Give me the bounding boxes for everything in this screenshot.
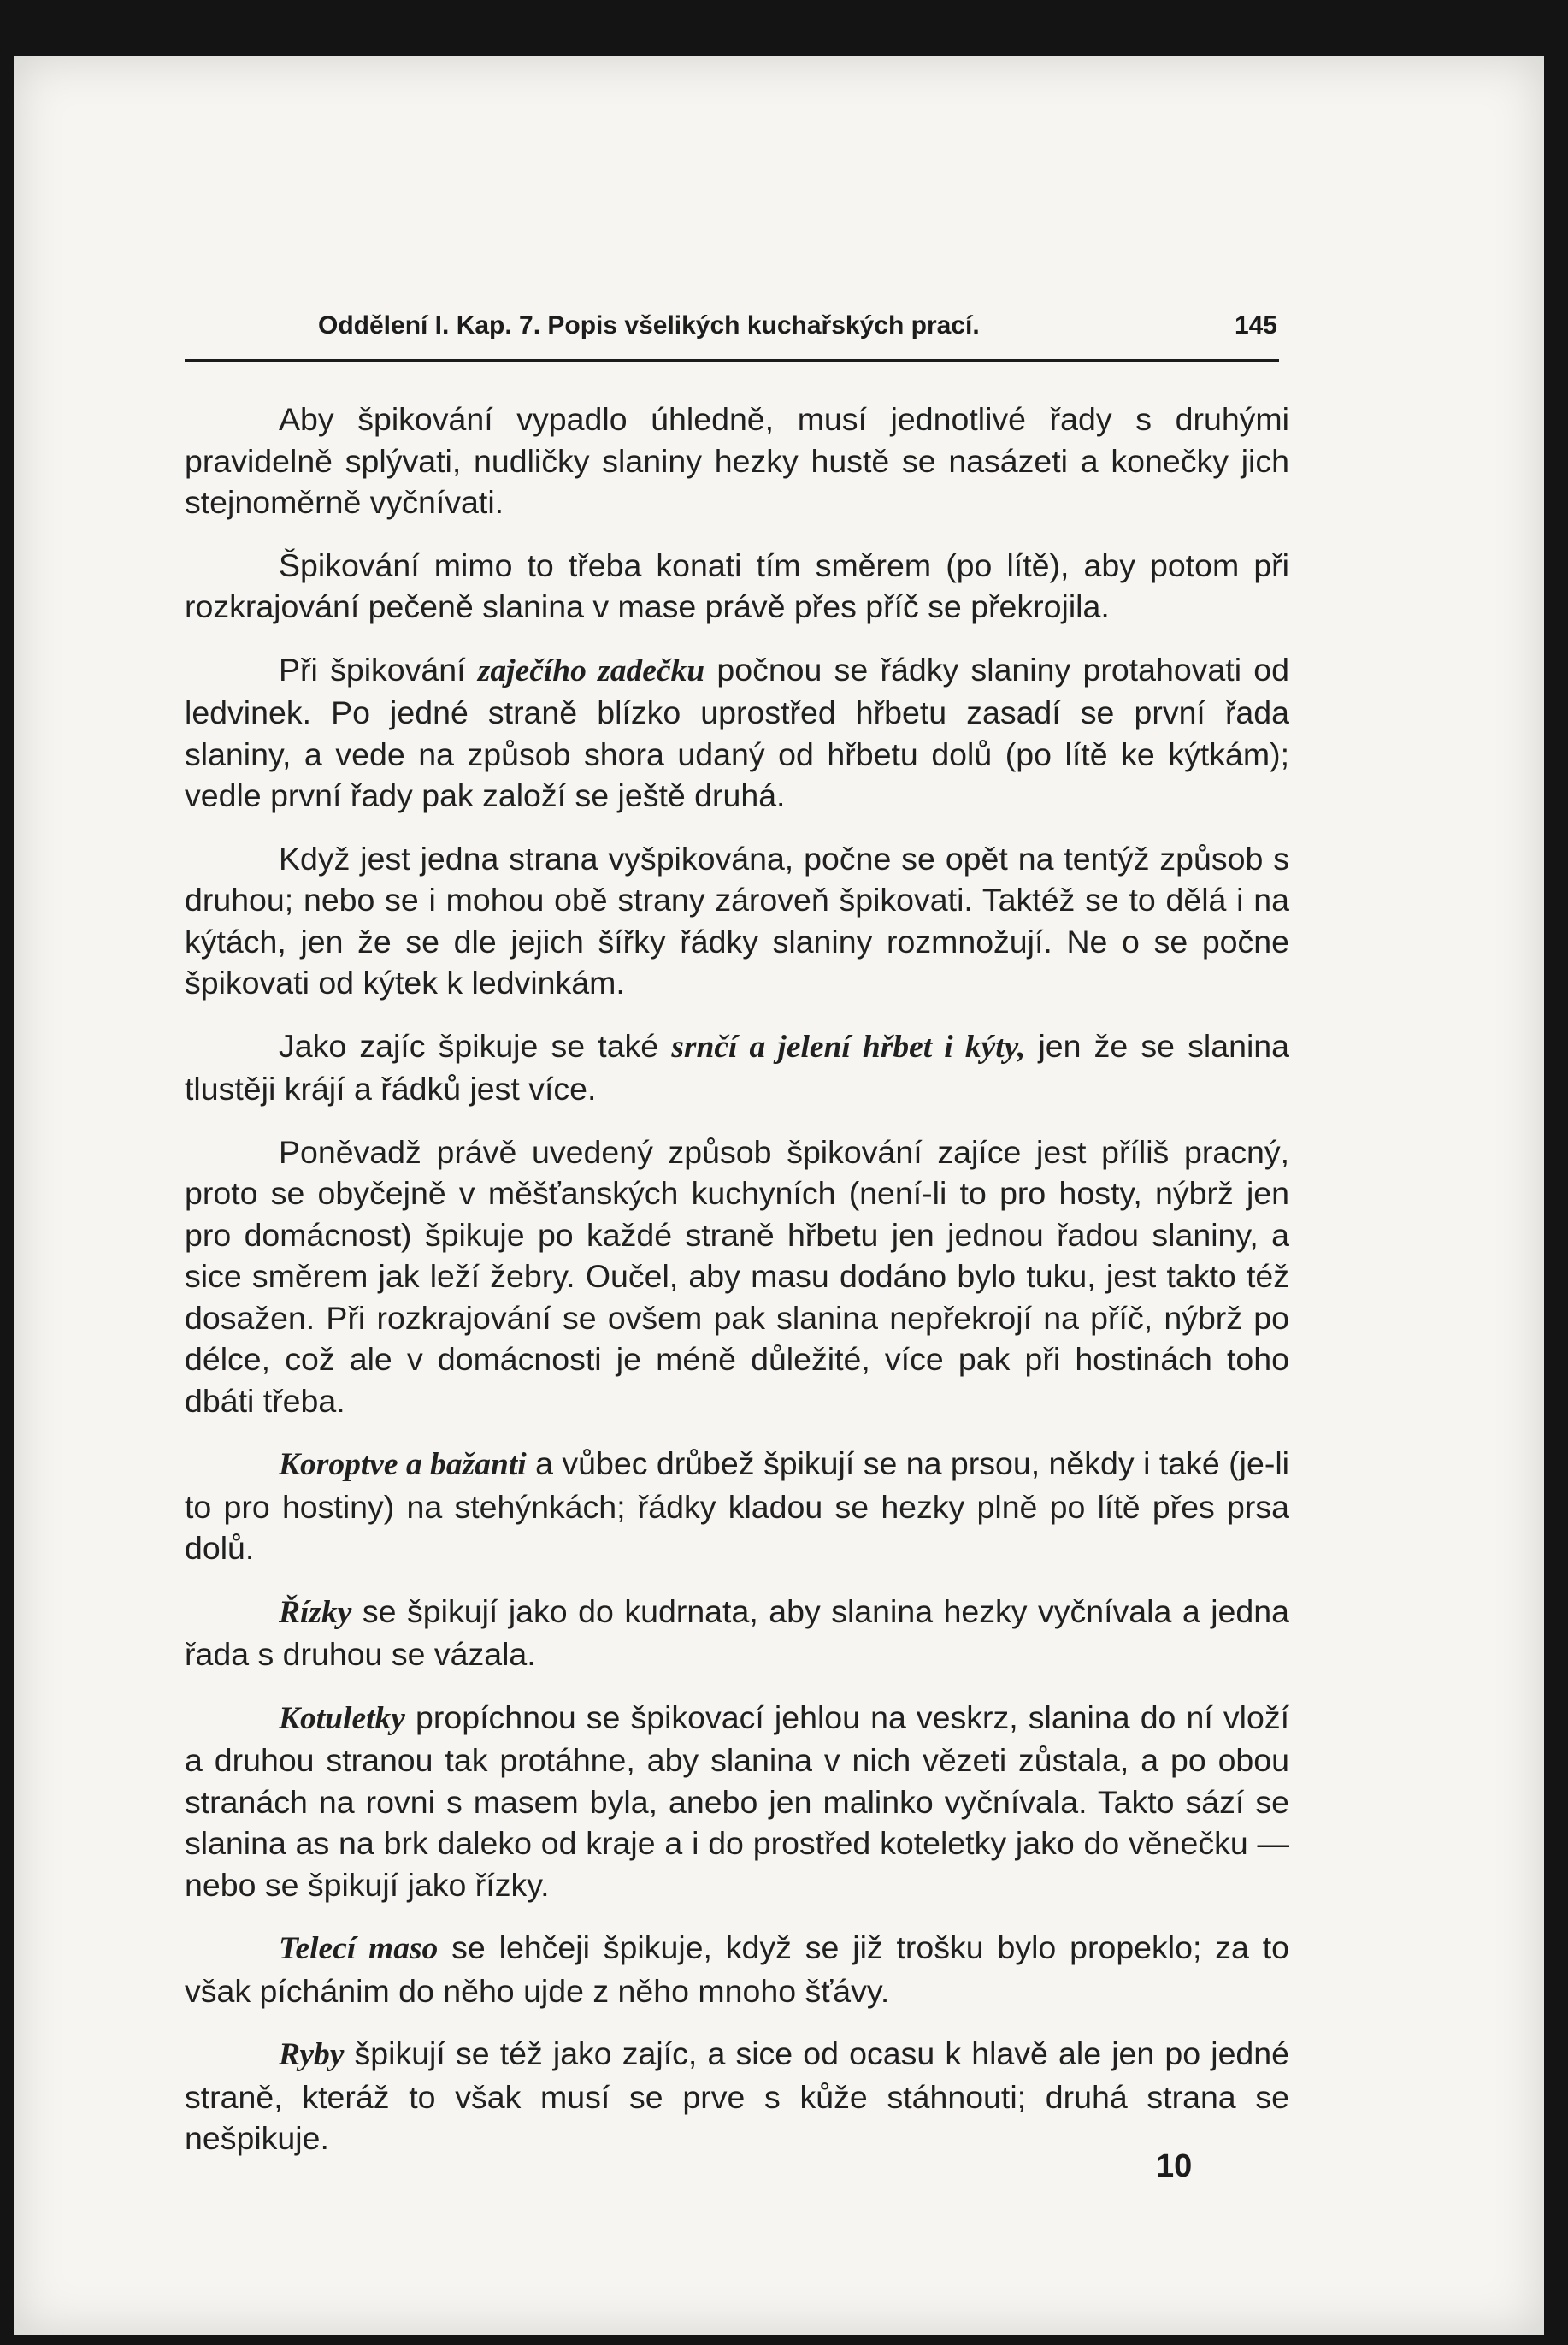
running-header xyxy=(318,311,1277,340)
paragraph: Když jest jedna strana vyšpikována, počne se opět na tentýž způsob s druhou; nebo se i mohou obě strany zároveň špikovati. Taktéž se to dělá i na kýtách, jen že se dle jejich šířky řádky slaniny rozmnožují. Ne o se počne špikovati od kýtek k ledvinkám. xyxy=(185,840,1289,1001)
paragraph: Aby špikování vypadlo úhledně, musí jednotlivé řady s druhými pravidelně splývati, nudličky slaniny hezky hustě se nasázeti a konečky jich stejnoměrně vyčnívati. xyxy=(185,401,1289,520)
running-title: Oddělení I. Kap. 7. Popis všelikých kuchařských prací. xyxy=(318,311,980,340)
paragraph: Telecí maso se lehčeji špikuje, když se již trošku bylo propeklo; za to však píchánim do něho ujde z něho mnoho šťávy. xyxy=(185,1929,1289,2009)
paragraph: Jako zajíc špikuje se také srnčí a jelení hřbet i kýty, jen že se slanina tlustěji krájí a řádků jest více. xyxy=(185,1027,1289,1107)
paragraph: Špikování mimo to třeba konati tím směrem (po lítě), aby potom při rozkrajování pečeně slanina v mase právě přes příč se překrojila. xyxy=(185,546,1289,624)
paragraph: Poněvadž právě uvedený způsob špikování zajíce jest příliš pracný, proto se obyčejně v měšťanských kuchyních (není-li to pro hosty, nýbrž jen pro domácnost) špikuje po každé straně hřbetu jen jednou řadou slaniny, a sice směrem jak leží žebry. Oučel, aby masu dodáno bylo tuku, jest takto též dosažen. Při rozkrajování se ovšem pak slanina nepřekrojí na příč, nýbrž po délce, což ale v domácnosti je méně důležité, více pak při hostinách toho dbáti třeba. xyxy=(185,1133,1289,1419)
paragraph: Při špikování zaječího zadečku počnou se řádky slaniny protahovati od ledvinek. Po jedné straně blízko uprostřed hřbetu zasadí se první řada slaniny, a vede na způsob shora udaný od hřbetu dolů (po lítě ke kýtkám); vedle první řady pak založí se ještě druhá. xyxy=(185,651,1290,813)
page-number: 145 xyxy=(1234,311,1277,340)
paragraph: Kotuletky propíchnou se špikovací jehlou na veskrz, slanina do ní vloží a druhou stranou tak protáhne, aby slanina v nich vězeti zůstala, a po obou stranách na rovni s masem byla, anebo jen malinko vyčnívala. Takto sází se slanina as na brk daleko od kraje a i do prostřed koteletky jako do věnečku — nebo se špikují jako řízky. xyxy=(185,1698,1289,1903)
book-page xyxy=(14,56,1544,2335)
paragraph: Ryby špikují se též jako zajíc, a sice od ocasu k hlavě ale jen po jedné straně, kteráž to však musí se prve s kůže stáhnouti; druhá strana se nešpikuje. xyxy=(185,2035,1289,2156)
signature-mark: 10 xyxy=(1156,2148,1193,2184)
body-text xyxy=(185,399,1289,2181)
header-rule xyxy=(185,359,1279,362)
paragraph: Koroptve a bažanti a vůbec drůbež špikují se na prsou, někdy i také (je-li to pro hostiny) na stehýnkách; řádky kladou se hezky plně po lítě přes prsa dolů. xyxy=(185,1445,1289,1566)
paragraph: Řízky se špikují jako do kudrnata, aby slanina hezky vyčnívala a jedna řada s druhou se vázala. xyxy=(185,1592,1289,1672)
